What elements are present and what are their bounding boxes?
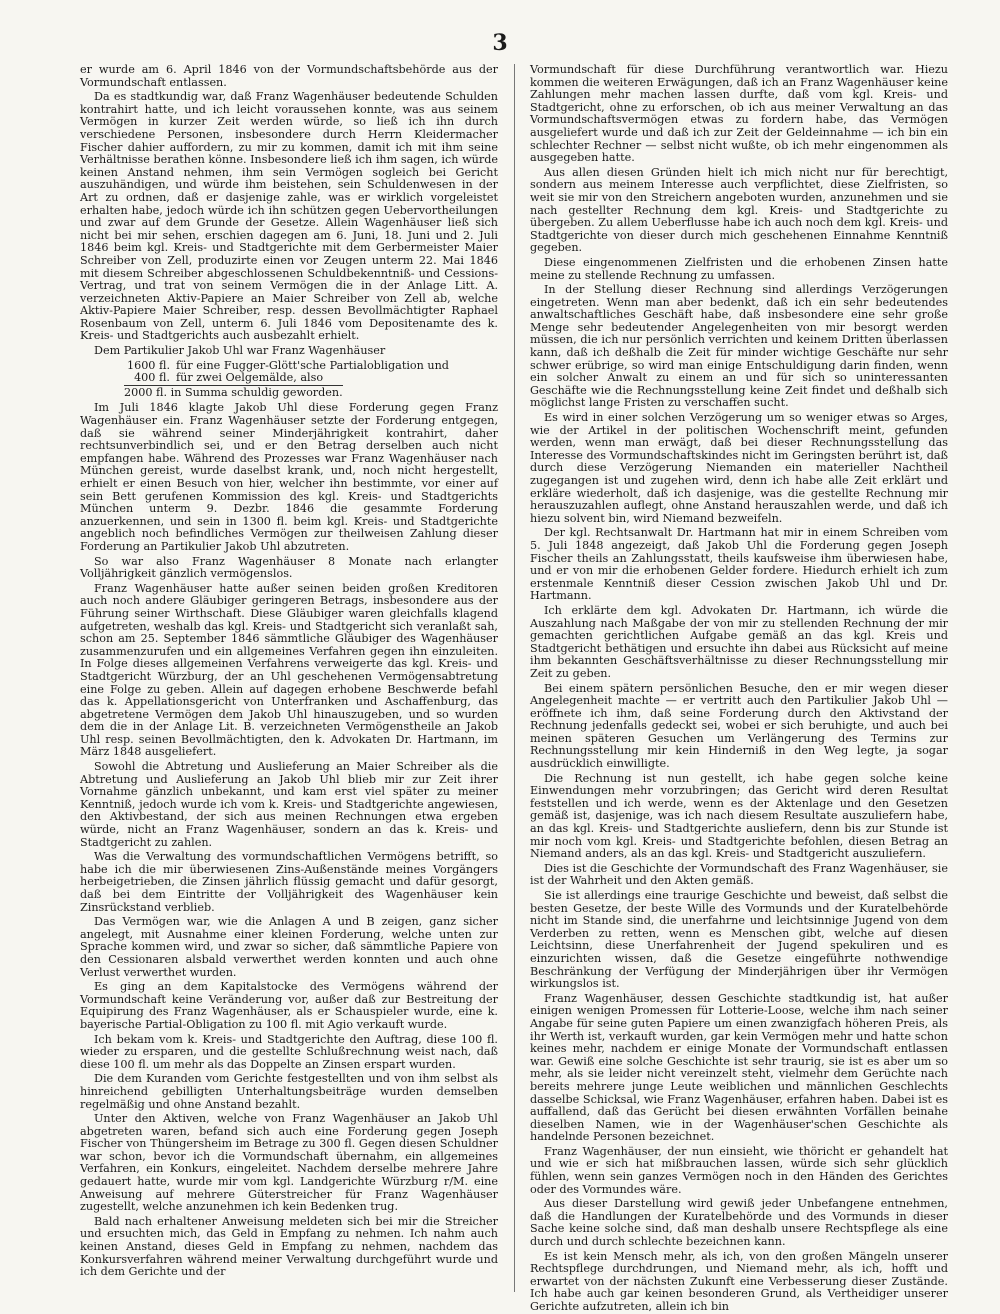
paragraph: Das Vermögen war, wie die Anlagen A und B zeigen, ganz sicher angelegt, mit Ausnahme einer kleinen Forderung, welche unten zur Sprache kommen wird, und zwar so sicher, daß sämmtliche Papiere von den Cessionaren alsbald verwerthet werden konnten und auch ohne Verlust verwerthet wurden. (80, 915, 498, 979)
paragraph: Es ging an dem Kapitalstocke des Vermögens während der Vormundschaft keine Veränderung vor, außer daß zur Bestreitung der Equipirung des Franz Wagenhäuser, als er Schauspieler wurde, eine k. bayerische Partial-Obligation zu 100 fl. mit Agio verkauft wurde. (80, 980, 498, 1031)
list-item (124, 372, 498, 385)
paragraph: Bei einem spätern persönlichen Besuche, den er mir wegen dieser Angelegenheit machte — er vertritt auch den Partikulier Jakob Uhl — eröffnete ich ihm, daß seine Forderung durch den Aktivstand der Rechnung jedenfalls gedeckt sei, wobei er sich beruhigte, und auch bei meinen späteren Gesuchen um Verlängerung des Termins zur Rechnungsstellung mir kein Hinderniß in den Weg legte, ja sogar ausdrücklich einwilligte. (530, 681, 948, 771)
list-sum-row (124, 385, 498, 400)
paragraph: Unter den Aktiven, welche von Franz Wagenhäuser an Jakob Uhl abgetreten waren, befand sich auch eine Forderung gegen Joseph Fischer von Thüngersheim im Betrage zu 300 fl. Gegen diesen Schuldner war schon, bevor ich die Vormundschaft übernahm, ein allgemeines Verfahren, ein Konkurs, eingeleitet. Nachdem derselbe mehrere Jahre gedauert hatte, wurde mir vom kgl. Landgerichte Würzburg r/M. eine Anweisung auf mehrere Güterstreicher für Franz Wagenhäuser zugestellt, welche anzunehmen ich kein Bedenken trug. (80, 1112, 498, 1214)
list-sum: 2000 fl. in Summa schuldig geworden. (124, 385, 343, 399)
left-column (80, 64, 498, 1292)
paragraph: In der Stellung dieser Rechnung sind allerdings Verzögerungen eingetreten. Wenn man aber bedenkt, daß ich ein sehr bedeutendes anwaltschaftliches Geschäft habe, daß insbesondere eine sehr große Menge sehr bedeutender Angelegenheiten von mir besorgt werden müssen, die ich nur persönlich verrichten und keinem Dritten überlassen kann, daß ich deßhalb die Zeit für minder wichtige Geschäfte nur sehr schwer erübrige, so wird man einige Entschuldigung darin finden, wenn ein solcher Anwalt zu einem an und für sich so uninteressanten Geschäfte wie die Rechnungsstellung keine Zeit findet und deßhalb sich möglichst lange Fristen zu verschaffen sucht. (530, 283, 948, 410)
paragraph: Sie ist allerdings eine traurige Geschichte und beweist, daß selbst die besten Gesetze, der beste Wille des Vormunds und der Kuratelbehörde nicht im Stande sind, die unerfahrne und leichtsinnige Jugend von dem Verderben zu retten, wenn es Menschen gibt, welche auf diesen Leichtsinn, diese Unerfahrenheit der Jugend spekuliren und es einzurichten wissen, daß die Gesetze eingeführte nothwendige Beschränkung der Verfügung der Minderjährigen über ihr Vermögen wirkungslos ist. (530, 889, 948, 991)
column-divider (514, 64, 515, 1292)
right-column (530, 63, 948, 1313)
paragraph: Was die Verwaltung des vormundschaftlichen Vermögens betrifft, so habe ich die mir überwiesenen Zins-Außenstände meines Vorgängers herbeigetrieben, die Zinsen jährlich flüssig gemacht und dafür gesorgt, daß bei dem Eintritte der Volljährigkeit des Wagenhäuser kein Zinsrückstand verblieb. (80, 850, 498, 914)
paragraph: Bald nach erhaltener Anweisung meldeten sich bei mir die Streicher und ersuchten mich, das Geld in Empfang zu nehmen. Ich nahm auch keinen Anstand, dieses Geld in Empfang zu nehmen, nachdem das Konkursverfahren während meiner Verwaltung durchgeführt wurde und ich dem Gerichte und der (80, 1214, 498, 1279)
paragraph: Aus dieser Darstellung wird gewiß jeder Unbefangene entnehmen, daß die Handlungen der Kuratelbehörde und des Vormunds in dieser Sache keine solche sind, daß man deshalb unsere Rechtspflege als eine durch und durch schlechte bezeichnen kann. (530, 1197, 948, 1249)
paragraph: Franz Wagenhäuser, der nun einsieht, wie thöricht er gehandelt hat und wie er sich hat mißbrauchen lassen, würde sich sehr glücklich fühlen, wenn sein ganzes Vermögen noch in den Händen des Gerichtes oder des Vormundes wäre. (530, 1144, 948, 1196)
list-amount: 400 fl. (134, 371, 170, 385)
paragraph: Ich erklärte dem kgl. Advokaten Dr. Hartmann, ich würde die Auszahlung nach Maßgabe der von mir zu stellenden Rechnung der mir gemachten gerichtlichen Aufgabe gemäß an das kgl. Kreis und Stadtgericht bethätigen und ersuchte ihn dabei aus Rücksicht auf meine ihm bekannten Geschäftsverhältnisse zu dieser Rechnungsstellung mir Zeit zu geben. (530, 603, 948, 680)
list-text: für eine Fugger-Glött'sche Partialobligation und (176, 358, 449, 372)
paragraph: Diese eingenommenen Zielfristen und die erhobenen Zinsen hatte meine zu stellende Rechnung zu umfassen. (530, 255, 948, 282)
page-number: 3 (492, 30, 508, 56)
paragraph: Dem Partikulier Jakob Uhl war Franz Wagenhäuser (94, 344, 386, 358)
paragraph: Vormundschaft für diese Durchführung verantwortlich war. Hiezu kommen die weiteren Erwägungen, daß ich an Franz Wagenhäuser keine Zahlungen mehr machen lassen durfte, daß vom kgl. Kreis- und Stadtgericht, ohne zu erforschen, ob ich aus meiner Verwaltung an das Vormundschaftsvermögen etwas zu fordern habe, das Vermögen ausgeliefert wurde und daß ich zur Zeit der Geldeinnahme — ich bin ein schlechter Rechner — selbst nicht wußte, ob ich mehr eingenommen als ausgegeben hatte. (530, 63, 948, 165)
article-body (80, 63, 948, 1313)
list-text: für zwei Oelgemälde, also (176, 371, 324, 385)
paragraph: Der kgl. Rechtsanwalt Dr. Hartmann hat mir in einem Schreiben vom 5. Juli 1848 angezeigt, daß Jakob Uhl die Forderung gegen Joseph Fischer theils an Zahlungsstatt, theils kaufsweise ihm überwiesen habe, und er von mir die erhobenen Gelder fordere. Hiedurch erhielt ich zum erstenmale Kenntniß dieser Cession zwischen Jakob Uhl und Dr. Hartmann. (530, 526, 948, 603)
paragraph: Aus allen diesen Gründen hielt ich mich nicht nur für berechtigt, sondern aus meinem Interesse auch verpflichtet, diese Zielfristen, so weit sie mir von den Streichern angeboten wurden, anzunehmen und sie nach gestellter Rechnung dem kgl. Kreis- und Stadtgerichte zu übergeben. Zu allem Ueberflusse habe ich auch noch dem kgl. Kreis- und Stadtgerichte von dieser durch mich geschehenen Einnahme Kenntniß gegeben. (530, 165, 948, 255)
paragraph: Es wird in einer solchen Verzögerung um so weniger etwas so Arges, wie der Artikel in der politischen Wochenschrift meint, gefunden werden, wenn man erwägt, daß bei dieser Rechnungsstellung das Interesse des Vormundschaftskindes nicht im Geringsten berührt ist, daß durch diese Verzögerung Niemanden ein materieller Nachtheil zugegangen ist und zugehen wird, denn ich habe alle Zeit erklärt und erkläre wiederholt, daß ich dasjenige, was die gestellte Rechnung mir herauszuzahlen auflegt, ohne Anstand herauszahlen werde, und daß ich hiezu solvent bin, wird Niemand bezweifeln. (530, 411, 948, 525)
list-amount: 1600 fl. (126, 358, 170, 372)
paragraph: er wurde am 6. April 1846 von der Vormundschaftsbehörde aus der Vormundschaft entlassen. (80, 63, 498, 89)
paragraph: Franz Wagenhäuser hatte außer seinen beiden großen Kreditoren auch noch andere Gläubiger geringeren Betrags, insbesondere aus der Führung seiner Wirthschaft. Diese Gläubiger waren gleichfalls klagend aufgetreten, weshalb das kgl. Kreis- und Stadtgericht sich veranlaßt sah, schon am 25. September 1846 sämmtliche Gläubiger des Wagenhäuser zusammenzurufen und ein allgemeines Verfahren gegen ihn einzuleiten. In Folge dieses allgemeinen Verfahrens verweigerte das kgl. Kreis- und Stadtgericht Würzburg, der an Uhl geschehenen Vermögensabtretung eine Folge zu geben. Allein auf dagegen erhobene Beschwerde befahl das k. Appellationsgericht von Unterfranken und Aschaffenburg, das abgetretene Vermögen dem Jakob Uhl hinauszugeben, und so wurden dem die in der Anlage Lit. B. verzeichneten Vermögenstheile an Jakob Uhl resp. seinen Bevollmächtigten, den k. Advokaten Dr. Hartmann, im März 1848 ausgeliefert. (80, 581, 498, 759)
paragraph: Franz Wagenhäuser, dessen Geschichte stadtkundig ist, hat außer einigen wenigen Promessen für Lotterie-Loose, welche ihm nach seiner Angabe für seine guten Papiere um einen zwanzigfach höheren Preis, als ihr Werth ist, verkauft wurden, gar kein Vermögen mehr und hatte schon keines mehr, nachdem er einige Monate der Vormundschaft entlassen war. Gewiß eine solche Geschichte ist sehr traurig, sie ist es aber um so mehr, als sie leider nicht vereinzelt steht, vielmehr dem Gerüchte nach bereits mehrere junge Leute weiblichen und männlichen Geschlechts dasselbe Schicksal, wie Franz Wagenhäuser, erfahren haben. Dabei ist es auffallend, daß das Gerücht bei diesen erwähnten Vorfällen beinahe dieselben Namen, wie in der Wagenhäuser'schen Geschichte als handelnde Personen bezeichnet. (530, 991, 948, 1144)
paragraph: So war also Franz Wagenhäuser 8 Monate nach erlangter Volljährigkeit gänzlich vermögenslos. (80, 554, 498, 581)
paragraph: Ich bekam vom k. Kreis- und Stadtgerichte den Auftrag, diese 100 fl. wieder zu ersparen, und die gestellte Schlußrechnung weist nach, daß diese 100 fl. um mehr als das Doppelte an Zinsen erspart wurden. (80, 1032, 498, 1071)
debt-list (124, 360, 498, 400)
paragraph: Sowohl die Abtretung und Auslieferung an Maier Schreiber als die Abtretung und Auslieferung an Jakob Uhl blieb mir zur Zeit ihrer Vornahme gänzlich unbekannt, und kam erst viel später zu meiner Kenntniß, jedoch wurde ich vom k. Kreis- und Stadtgerichte angewiesen, den Aktivbestand, der sich aus meinen Rechnungen etwa ergeben würde, nicht an Franz Wagenhäuser, sondern an das k. Kreis- und Stadtgericht zu zahlen. (80, 760, 498, 849)
paragraph: Es ist kein Mensch mehr, als ich, von den großen Mängeln unserer Rechtspflege durchdrungen, und Niemand mehr, als ich, hofft und erwartet von der nächsten Zukunft eine Verbesserung dieser Zustände. Ich habe auch gar keinen besonderen Grund, als Vertheidiger unserer Gerichte aufzutreten, allein ich bin (530, 1249, 948, 1313)
paragraph: Die Rechnung ist nun gestellt, ich habe gegen solche keine Einwendungen mehr vorzubringen; das Gericht wird deren Resultat feststellen und ich werde, wenn es der Aktenlage und den Gesetzen gemäß ist, dasjenige, was ich nach diesem Resultate auszuliefern habe, an das kgl. Kreis- und Stadtgerichte ausliefern, denn bis zur Stunde ist mir noch vom kgl. Kreis- und Stadtgerichte befohlen, diesen Betrag an Niemand anders, als an das kgl. Kreis- und Stadtgericht auszuliefern. (530, 771, 948, 861)
paragraph: Dies ist die Geschichte der Vormundschaft des Franz Wagenhäuser, sie ist der Wahrheit und den Akten gemäß. (530, 861, 948, 888)
paragraph: Im Juli 1846 klagte Jakob Uhl diese Forderung gegen Franz Wagenhäuser ein. Franz Wagenhäuser setzte der Forderung entgegen, daß sie während seiner Minderjährigkeit kontrahirt, daher rechtsunverbindlich sei, und er den Betrag derselben auch nicht empfangen habe. Während des Prozesses war Franz Wagenhäuser nach München gereist, wurde daselbst krank, und, noch nicht hergestellt, erhielt er einen Besuch von hier, welcher ihn bestimmte, vor einer auf sein Bett gerufenen Kommission des kgl. Kreis- und Stadtgerichts München unterm 9. Dezbr. 1846 die gesammte Forderung anzuerkennen, und sein in 1300 fl. beim kgl. Kreis- und Stadtgerichte angeblich noch befindliches Vermögen zur theilweisen Zahlung dieser Forderung an Partikulier Jakob Uhl abzutreten. (80, 401, 498, 553)
paragraph: Da es stadtkundig war, daß Franz Wagenhäuser bedeutende Schulden kontrahirt hatte, und ich leicht voraussehen konnte, was aus seinem Vermögen in kurzer Zeit werden würde, so ließ ich ihn durch verschiedene Personen, insbesondere durch Herrn Kleidermacher Fischer dahier auffordern, zu mir zu kommen, damit ich mit ihm seine Verhältnisse berathen könne. Insbesondere ließ ich ihm sagen, ich würde keinen Anstand nehmen, ihm sein Vermögen sogleich bei Gericht auszuhändigen, und würde ihm beistehen, sein Schuldenwesen in der Art zu ordnen, daß er dasjenige zahle, was er wirklich vorgeleistet erhalten habe, jedoch würde ich ihn schützen gegen Uebervortheilungen und zwar auf dem Grunde der Gesetze. Allein Wagenhäuser ließ sich nicht bei mir sehen, erschien dagegen am 6. Juni, 18. Juni und 2. Juli 1846 beim kgl. Kreis- und Stadtgerichte mit dem Gerbermeister Maier Schreiber von Zell, produzirte einen vor Zeugen unterm 22. Mai 1846 mit diesem Schreiber abgeschlossenen Schuldbekenntniß- und Cessions-Vertrag, und trat von seinem Vermögen die in der Anlage Litt. A. verzeichneten Aktiv-Papiere an Maier Schreiber von Zell ab, welche Aktiv-Papiere Maier Schreiber, resp. dessen Bevollmächtigter Raphael Rosenbaum von Zell, unterm 6. Juli 1846 vom Depositenamte des k. Kreis- und Stadtgerichts auch ausbezahlt erhielt. (80, 90, 498, 343)
paragraph: Die dem Kuranden vom Gerichte festgestellten und von ihm selbst als hinreichend gebilligten Unterhaltungsbeiträge wurden demselben regelmäßig und ohne Anstand bezahlt. (80, 1072, 498, 1111)
